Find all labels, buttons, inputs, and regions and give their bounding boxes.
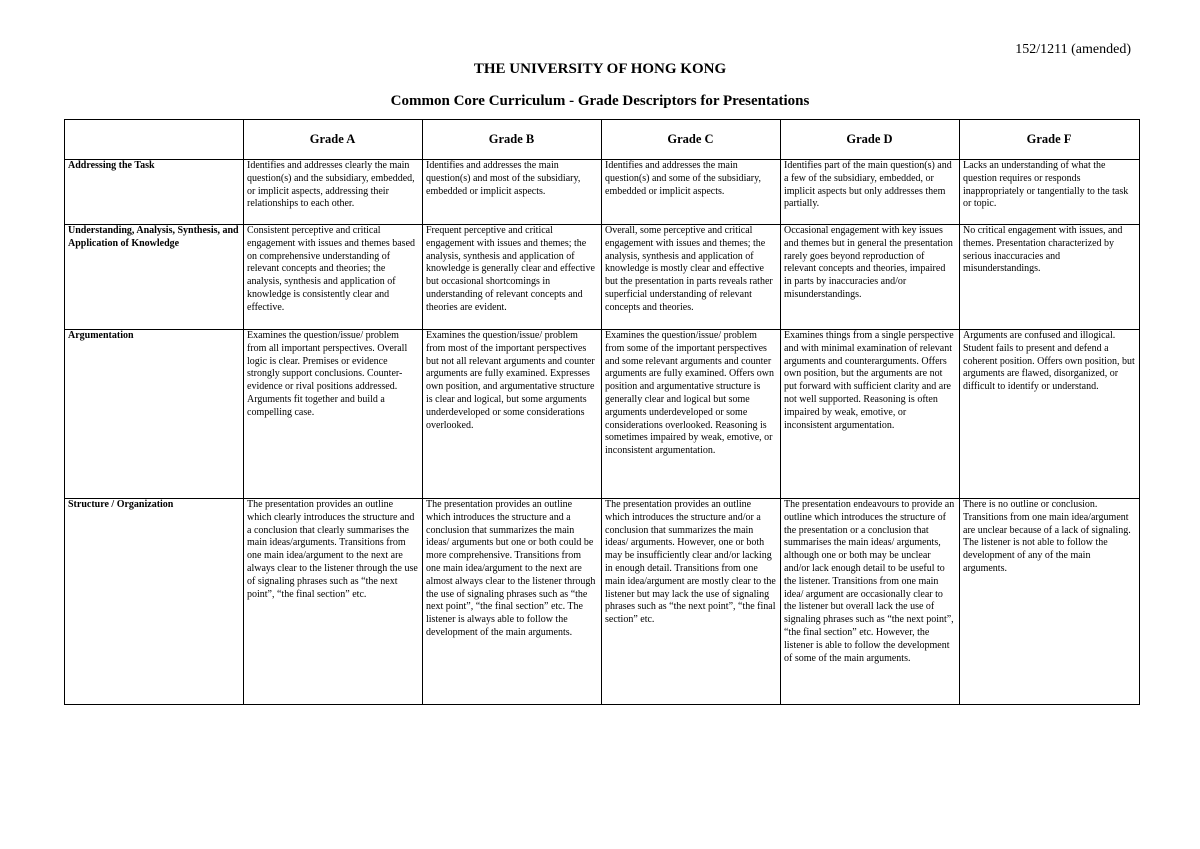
header-grade-d: Grade D [781,120,960,160]
header-grade-b: Grade B [423,120,602,160]
criterion-cell: Addressing the Task [65,160,244,225]
descriptor-cell-grade-c: The presentation provides an outline which introduces the structure and/or a conclusion that summarizes the main ideas/ arguments. However, one or both may be insufficiently clear and/or lacking in enough detail. Transitions from one main idea/argument are mostly clear to the listener but may lack the use of signaling phrases such as “the next point”, “the final section” etc. [602,499,781,705]
table-row [65,160,1140,225]
descriptor-cell-grade-b: Examines the question/issue/ problem from most of the important perspectives but not all relevant arguments and counter arguments are fully examined. Expresses own position, and argumentative structure is clear and logical, but some arguments underdeveloped or some considerations overlooked. [423,330,602,499]
table-row [65,499,1140,705]
descriptor-cell-grade-f: No critical engagement with issues, and themes. Presentation characterized by serious inaccuracies and misunderstandings. [960,225,1140,330]
grade-descriptor-table [64,119,1140,705]
criterion-cell: Understanding, Analysis, Synthesis, and Application of Knowledge [65,225,244,330]
table-header-row [65,120,1140,160]
criterion-cell: Argumentation [65,330,244,499]
descriptor-cell-grade-c: Overall, some perceptive and critical engagement with issues and themes; the analysis, synthesis and application of knowledge is mostly clear and effective but the presentation in parts reveals rather superficial understanding of relevant concepts and theories. [602,225,781,330]
descriptor-cell-grade-a: Identifies and addresses clearly the main question(s) and the subsidiary, embedded, or implicit aspects, addressing their relationships to each other. [244,160,423,225]
descriptor-cell-grade-d: Occasional engagement with key issues and themes but in general the presentation rarely goes beyond reproduction of relevant concepts and theories, impaired in parts by inaccuracies and/or misunderstandings. [781,225,960,330]
descriptor-cell-grade-d: Examines things from a single perspective and with minimal examination of relevant arguments and counterarguments. Offers own position, but the arguments are not put forward with sufficient clarity and are not well supported. Reasoning is often impaired by weak, emotive, or inconsistent argumentation. [781,330,960,499]
header-grade-f: Grade F [960,120,1140,160]
descriptor-cell-grade-b: The presentation provides an outline which introduces the structure and a conclusion that summarizes the main ideas/ arguments but one or both could be more comprehensive. Transitions from one main idea/argument to the next are almost always clear to the listener through the use of signaling phrases such as “the next point”, “the final section” etc. The listener is always able to follow the development of the main arguments. [423,499,602,705]
descriptor-cell-grade-a: Consistent perceptive and critical engagement with issues and themes based on comprehensive understanding of relevant concepts and theories; the analysis, synthesis and application of knowledge is consistently clear and effective. [244,225,423,330]
document-subtitle: Common Core Curriculum - Grade Descriptors for Presentations [390,93,810,109]
descriptor-cell-grade-c: Identifies and addresses the main question(s) and some of the subsidiary, embedded or implicit aspects. [602,160,781,225]
table-row [65,330,1140,499]
header-grade-c: Grade C [602,120,781,160]
descriptor-cell-grade-b: Identifies and addresses the main question(s) and most of the subsidiary, embedded or implicit aspects. [423,160,602,225]
document-title: THE UNIVERSITY OF HONG KONG [473,61,727,77]
criterion-cell: Structure / Organization [65,499,244,705]
descriptor-cell-grade-f: There is no outline or conclusion. Transitions from one main idea/argument are unclear because of a lack of signaling. The listener is not able to follow the development of any of the main arguments. [960,499,1140,705]
header-grade-a: Grade A [244,120,423,160]
document-reference: 152/1211 (amended) [1015,42,1131,57]
descriptor-cell-grade-f: Lacks an understanding of what the question requires or responds inappropriately or tangentially to the task or topic. [960,160,1140,225]
header-criterion [65,120,244,160]
descriptor-cell-grade-d: Identifies part of the main question(s) and a few of the subsidiary, embedded, or implicit aspects but only addresses them partially. [781,160,960,225]
descriptor-cell-grade-f: Arguments are confused and illogical. Student fails to present and defend a coherent position. Offers own position, but arguments are flawed, disorganized, or difficult to identify or understand. [960,330,1140,499]
descriptor-cell-grade-b: Frequent perceptive and critical engagement with issues and themes; the analysis, synthesis and application of knowledge is generally clear and effective but occasional shortcomings in understanding of relevant concepts and theories are evident. [423,225,602,330]
table-row [65,225,1140,330]
descriptor-cell-grade-a: Examines the question/issue/ problem from all important perspectives. Overall logic is clear. Premises or evidence strongly support conclusions. Counter-evidence or rival positions addressed. Arguments fit together and build a compelling case. [244,330,423,499]
descriptor-cell-grade-a: The presentation provides an outline which clearly introduces the structure and a conclusion that clearly summarises the main ideas/arguments. Transitions from one main idea/argument to the next are always clear to the listener through the use of signaling phrases such as “the next point”, “the final section” etc. [244,499,423,705]
descriptor-cell-grade-c: Examines the question/issue/ problem from some of the important perspectives and some relevant arguments and counter arguments are fully examined. Offers own position and argumentative structure is generally clear and logical but some arguments underdeveloped or some considerations overlooked. Reasoning is sometimes impaired by weak, emotive, or inconsistent argumentation. [602,330,781,499]
descriptor-cell-grade-d: The presentation endeavours to provide an outline which introduces the structure of the presentation or a conclusion that summarises the main ideas/ arguments, although one or both may be unclear and/or lack enough detail to be useful to the listener. Transitions from one main idea/ argument are occasionally clear to the listener but overall lack the use of signaling phrases such as “the next point”, “the final section” etc. However, the listener is able to follow the development of some of the main arguments. [781,499,960,705]
